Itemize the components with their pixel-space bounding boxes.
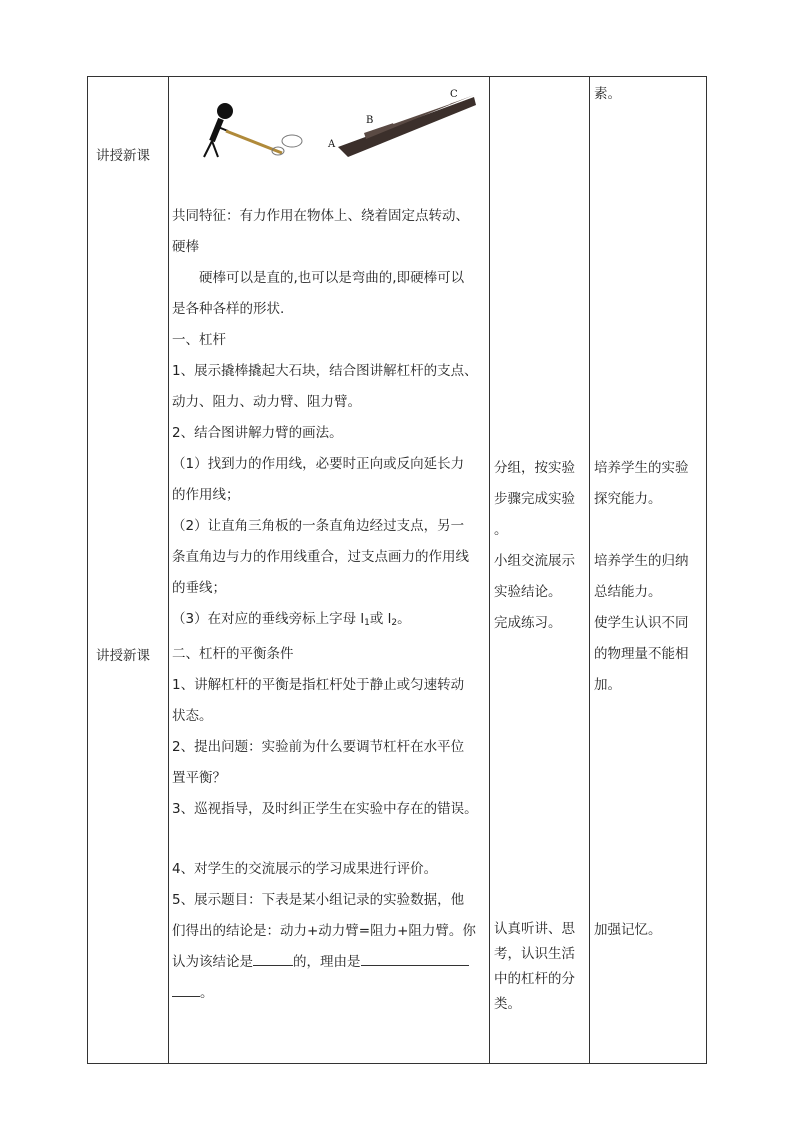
text-line: 的垂线； <box>172 580 226 596</box>
text-line: 1、讲解杠杆的平衡是指杠杆处于静止或匀速转动 <box>172 677 465 693</box>
text-line: 4、对学生的交流展示的学习成果进行评价。 <box>172 861 438 877</box>
text-line: 步骤完成实验 <box>494 491 575 507</box>
text-line: 条直角边与力的作用线重合，过支点画力的作用线 <box>172 549 469 565</box>
column-divider <box>589 77 590 1063</box>
stage-label-mid: 讲授新课 <box>96 648 150 664</box>
text-line: 小组交流展示 <box>494 553 575 569</box>
teacher-activities <box>172 201 490 1009</box>
text-line: 1、展示撬棒撬起大石块，结合图讲解杠杆的支点、 <box>172 363 478 379</box>
text-line: 是各种各样的形状. <box>172 301 285 317</box>
text-line: 的物理量不能相 <box>594 646 689 662</box>
text-line: 总结能力。 <box>594 584 662 600</box>
text-line: 。 <box>494 522 508 538</box>
design-intent-2: 加强记忆。 <box>594 922 662 938</box>
text-line <box>172 978 490 1009</box>
lesson-plan-table <box>87 76 707 1064</box>
text-line: 们得出的结论是：动力+动力臂=阻力+阻力臂。你 <box>172 923 476 939</box>
text-line: 完成练习。 <box>494 615 562 631</box>
text-line: 3、巡视指导，及时纠正学生在实验中存在的错误。 <box>172 801 478 817</box>
section-heading: 二、杠杆的平衡条件 <box>172 646 294 662</box>
step3-text: （3）在对应的垂线旁标上字母 l <box>172 611 365 627</box>
question-text: 。 <box>200 985 214 1001</box>
design-intent <box>594 453 704 701</box>
text-line: 的作用线； <box>172 487 240 503</box>
section-heading: 一、杠杆 <box>172 332 226 348</box>
lever-illustration <box>188 83 488 167</box>
text-line: 探究能力。 <box>594 491 662 507</box>
text-line: 培养学生的实验 <box>594 460 689 476</box>
text-line: 2、结合图讲解力臂的画法。 <box>172 425 343 441</box>
text-line: 状态。 <box>172 708 213 724</box>
text-line <box>172 947 490 978</box>
label-b: B <box>366 115 374 126</box>
text-line: （2）让直角三角板的一条直角边经过支点，另一 <box>172 518 465 534</box>
answer-blank <box>253 951 293 966</box>
answer-blank <box>172 982 200 997</box>
answer-blank <box>361 951 469 966</box>
text-line: 分组，按实验 <box>494 460 575 476</box>
question-text: 认为该结论是 <box>172 954 253 970</box>
text-line: 硬棒 <box>172 239 199 255</box>
text-line: 类。 <box>494 996 521 1012</box>
design-intent-top: 素。 <box>594 86 621 102</box>
text-line: 置平衡？ <box>172 770 226 786</box>
text-line: 加。 <box>594 677 621 693</box>
column-divider <box>168 77 169 1063</box>
text-line: 硬棒可以是直的,也可以是弯曲的,即硬棒可以 <box>199 270 465 286</box>
stage-label-top: 讲授新课 <box>96 148 150 164</box>
text-line: 培养学生的归纳 <box>594 553 689 569</box>
label-a: A <box>328 139 336 150</box>
label-c: C <box>450 89 458 100</box>
text-line: 动力、阻力、动力臂、阻力臂。 <box>172 394 361 410</box>
text-line: 考，认识生活 <box>494 946 575 962</box>
text-line: 认真听讲、思 <box>494 921 575 937</box>
text-line: 中的杠杆的分 <box>494 971 575 987</box>
student-activities <box>494 453 588 639</box>
step3-text: 。 <box>397 611 411 627</box>
text-line: 2、提出问题：实验前为什么要调节杠杆在水平位 <box>172 739 465 755</box>
student-activities-2 <box>494 917 588 1017</box>
spacer <box>172 825 490 854</box>
subscript-2: 2 <box>391 618 398 628</box>
text-line <box>172 604 490 639</box>
text-line: 5、展示题目：下表是某小组记录的实验数据，他 <box>172 892 465 908</box>
text-line: 共同特征：有力作用在物体上、绕着固定点转动、 <box>172 208 469 224</box>
subscript-1: 1 <box>364 618 370 628</box>
text-line: （1）找到力的作用线，必要时正向或反向延长力 <box>172 456 465 472</box>
question-text: 的，理由是 <box>293 954 361 970</box>
text-line: 使学生认识不同 <box>594 615 689 631</box>
text-line: 实验结论。 <box>494 584 562 600</box>
spacer <box>594 515 704 546</box>
step3-text: 或 l <box>369 611 392 627</box>
